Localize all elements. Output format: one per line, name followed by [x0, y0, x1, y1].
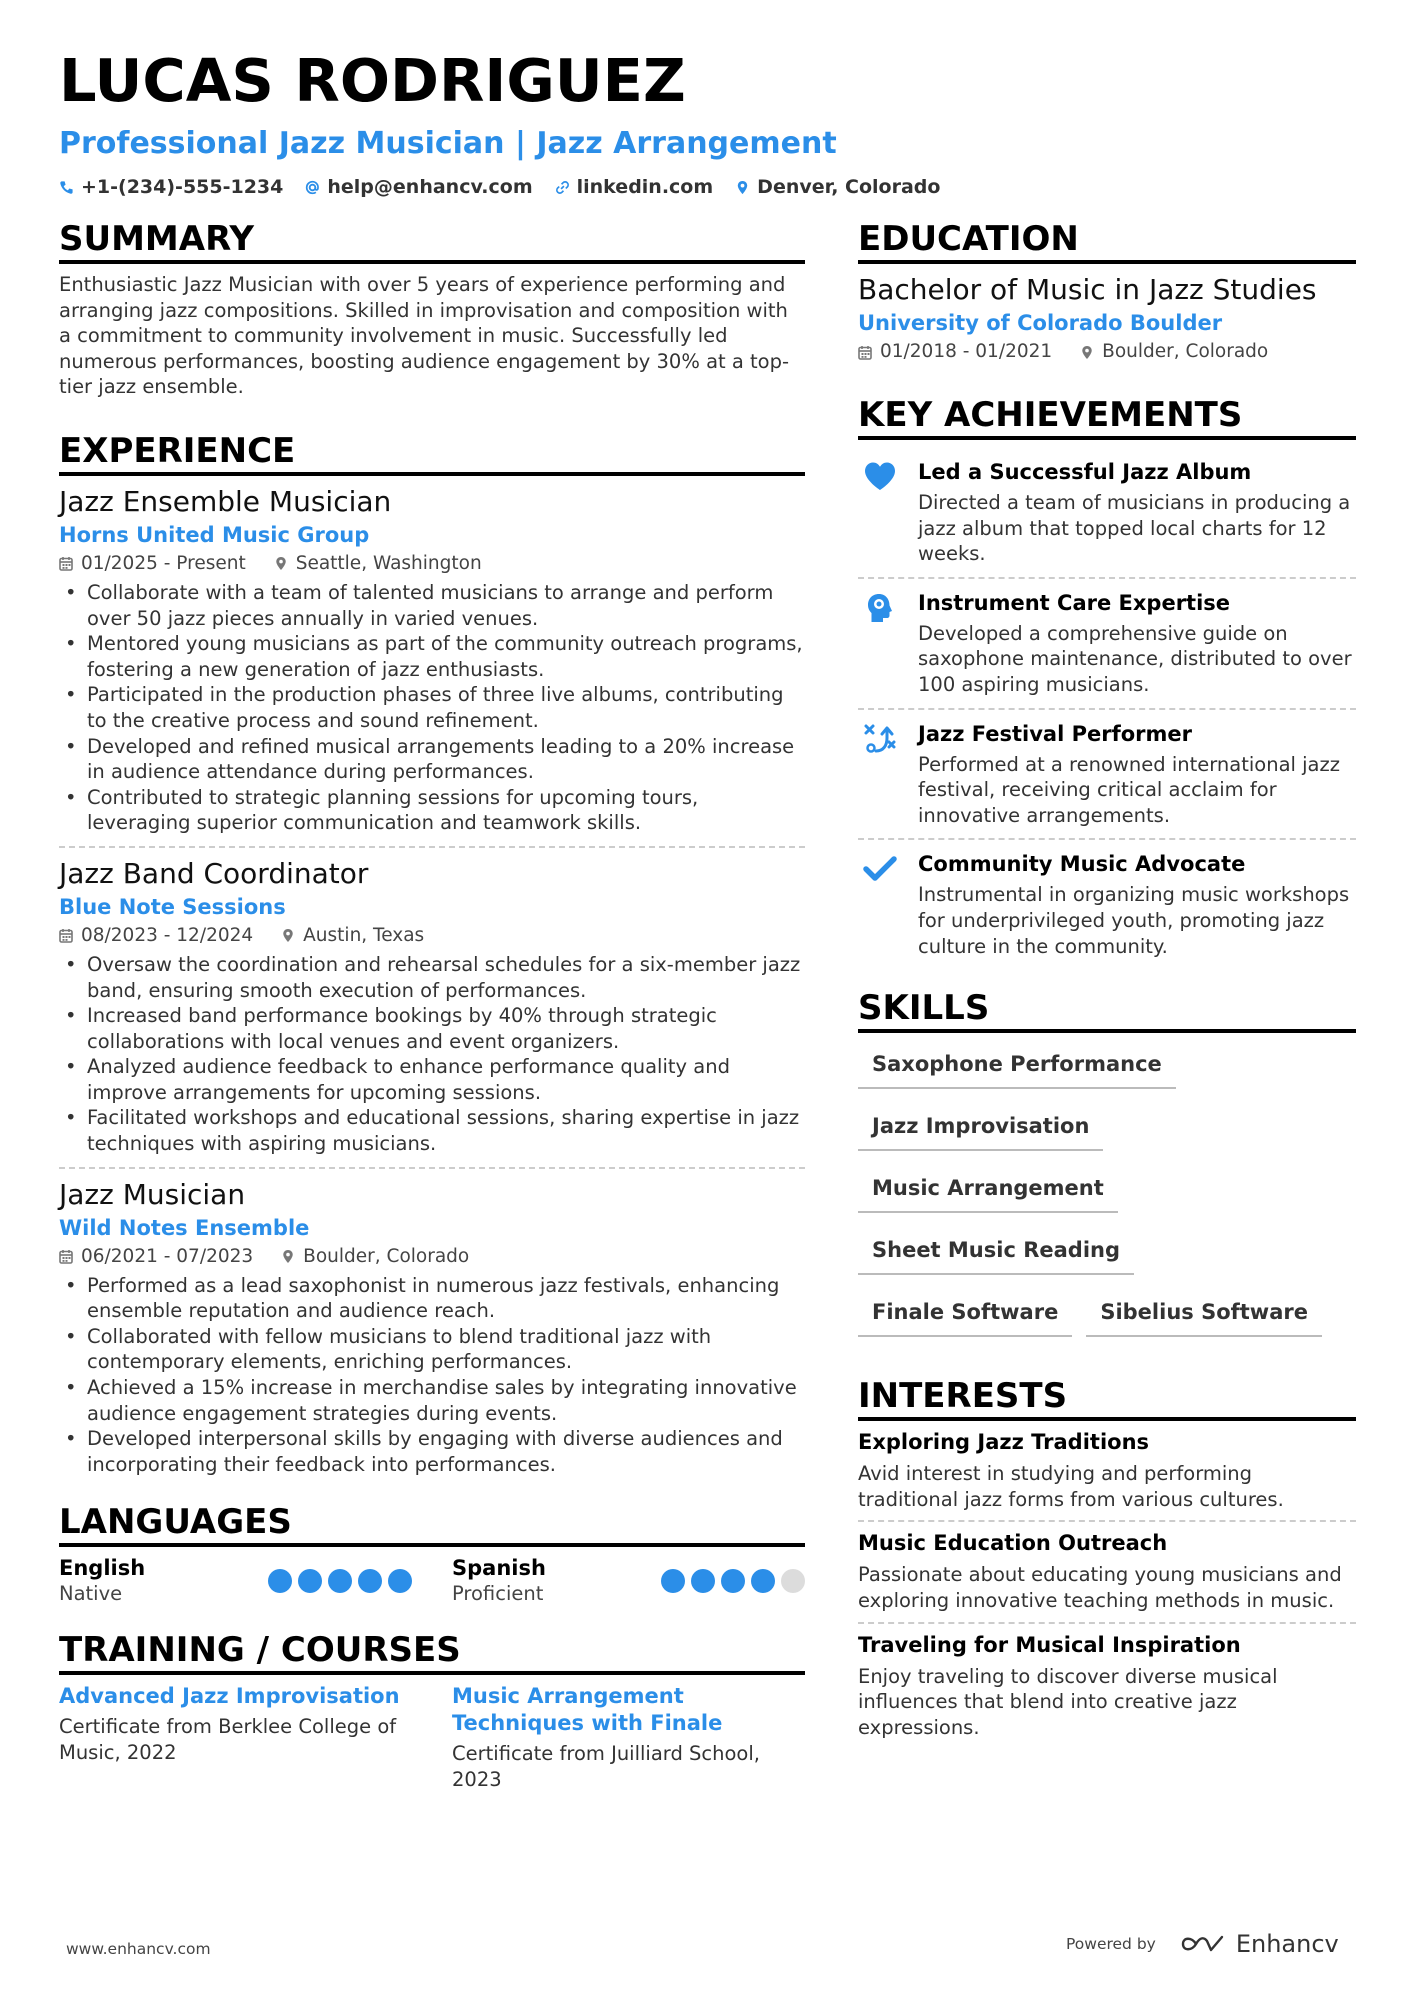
course-desc: Certificate from Berklee College of Music, 2022: [59, 1715, 397, 1765]
bullet-item: • Achieved a 15% increase in merchandise sales by integrating innovative audience engagement strategies during events.: [59, 1375, 805, 1426]
skill-tag: Jazz Improvisation: [858, 1103, 1103, 1151]
powered-by-text: Powered by: [1066, 1935, 1156, 1953]
location-text: Seattle, Washington: [295, 552, 482, 574]
rating-dot-filled: [721, 1569, 745, 1593]
strategy-icon: [863, 722, 897, 756]
education-dates: [858, 338, 1052, 366]
language-level: Proficient: [452, 1582, 544, 1606]
language-item: [452, 1555, 805, 1607]
job-location: [274, 550, 482, 578]
contact-location: [735, 176, 940, 198]
location-text: Boulder, Colorado: [303, 1245, 470, 1267]
calendar-icon: [59, 928, 73, 943]
location-pin-icon: [281, 1249, 295, 1264]
rating-dot-filled: [358, 1569, 382, 1593]
calendar-icon: [59, 556, 73, 571]
skill-tag: Sheet Music Reading: [858, 1227, 1134, 1275]
achievement-title: Led a Successful Jazz Album: [918, 460, 1252, 484]
brand-name: Enhancv: [1235, 1930, 1339, 1958]
bullet-item: • Contributed to strategic planning sessions for upcoming tours, leveraging superior communication and teamwork skills.: [59, 785, 805, 836]
skills-section: [858, 987, 1356, 1337]
achievement-desc: Directed a team of musicians in producing a jazz album that topped local charts for 12 weeks.: [918, 491, 1351, 566]
bullet-item: • Performed as a lead saxophonist in numerous jazz festivals, enhancing ensemble reputation and audience reach.: [59, 1273, 805, 1324]
interest-title: Traveling for Musical Inspiration: [858, 1632, 1241, 1657]
linkedin-text: linkedin.com: [576, 176, 714, 198]
interests-section: [858, 1375, 1356, 1748]
dates-text: 01/2018 - 01/2021: [880, 341, 1053, 362]
summary-heading: SUMMARY: [59, 218, 805, 264]
interest-title: Exploring Jazz Traditions: [858, 1430, 1150, 1455]
job-meta: [59, 550, 805, 578]
achievement-item: [858, 708, 1356, 839]
interest-desc: Passionate about educating young musicians and exploring innovative teaching methods in music.: [858, 1563, 1342, 1612]
email-text: help@enhancv.com: [327, 176, 533, 198]
dates-text: 08/2023 - 12/2024: [81, 924, 254, 946]
rating-dot-filled: [661, 1569, 685, 1593]
calendar-icon: [858, 345, 872, 360]
rating-dot-filled: [328, 1569, 352, 1593]
location-pin-icon: [735, 180, 750, 195]
job-location: [281, 1243, 469, 1271]
company-name: Wild Notes Ensemble: [59, 1215, 310, 1240]
skill-tag: Music Arrangement: [858, 1165, 1118, 1213]
experience-section: [59, 430, 805, 1487]
bullet-item: • Participated in the production phases of three live albums, contributing to the creative process and sound refinement.: [59, 682, 805, 733]
course-item: [452, 1683, 805, 1793]
location-text: Denver, Colorado: [757, 176, 941, 198]
skills-list: [858, 1041, 1356, 1337]
experience-heading: EXPERIENCE: [59, 430, 805, 476]
languages-list: [59, 1555, 805, 1607]
company-name: Blue Note Sessions: [59, 894, 286, 919]
languages-heading: LANGUAGES: [59, 1501, 805, 1547]
skill-tag: Finale Software: [858, 1289, 1072, 1337]
summary-text: Enthusiastic Jazz Musician with over 5 years of experience performing and arranging jazz compositions. Skilled in improvisation and composition with a commitment to community involvement in music. Successfully led numerous performances, boosting audience engagement by 30% at a top-tier jazz ensemble.: [59, 273, 790, 399]
dates-text: 01/2025 - Present: [81, 552, 246, 574]
job-dates: [59, 922, 253, 950]
footer-brand: [1066, 1930, 1339, 1958]
location-text: Austin, Texas: [303, 924, 425, 946]
contact-phone[interactable]: [59, 176, 283, 198]
job-location: [281, 922, 424, 950]
job-bullets: [59, 1273, 805, 1478]
brand-logo[interactable]: [1180, 1930, 1339, 1958]
education-meta: [858, 338, 1356, 366]
job-dates: [59, 1243, 253, 1271]
education-section: [858, 218, 1356, 366]
bullet-item: • Collaborate with a team of talented musicians to arrange and perform over 50 jazz pieces annually in varied venues.: [59, 580, 805, 631]
bullet-item: • Developed interpersonal skills by engaging with diverse audiences and incorporating their feedback into performances.: [59, 1426, 805, 1477]
job-meta: [59, 1243, 805, 1271]
rating-dot-filled: [268, 1569, 292, 1593]
job-entry: [59, 1167, 805, 1488]
training-section: [59, 1629, 805, 1793]
achievement-title: Instrument Care Expertise: [918, 590, 1231, 615]
bullet-item: • Facilitated workshops and educational sessions, sharing expertise in jazz techniques with aspiring musicians.: [59, 1105, 805, 1156]
rating-dot-filled: [691, 1569, 715, 1593]
rating-dot-empty: [781, 1569, 805, 1593]
headline: Professional Jazz Musician | Jazz Arrangement: [59, 126, 837, 161]
job-entry: [59, 846, 805, 1167]
training-heading: TRAINING / COURSES: [59, 1629, 805, 1675]
achievement-item: [858, 448, 1356, 577]
phone-text: +1-(234)-555-1234: [81, 176, 284, 198]
course-item: [59, 1683, 412, 1793]
achievement-desc: Performed at a renowned international jazz festival, receiving critical acclaim for innovative arrangements.: [918, 752, 1340, 827]
job-entry: [59, 484, 805, 846]
bullet-item: • Analyzed audience feedback to enhance performance quality and improve arrangements for upcoming sessions.: [59, 1054, 805, 1105]
achievement-title: Community Music Advocate: [918, 852, 1246, 877]
left-column: [59, 218, 805, 1793]
job-dates: [59, 550, 246, 578]
achievements-heading: KEY ACHIEVEMENTS: [858, 394, 1356, 440]
language-rating: [268, 1569, 412, 1593]
job-bullets: [59, 580, 805, 836]
language-name: English: [59, 1556, 146, 1581]
resume-header: [59, 46, 1359, 198]
interest-desc: Avid interest in studying and performing traditional jazz forms from various cultures.: [858, 1462, 1284, 1511]
head-icon: [863, 591, 897, 625]
location-pin-icon: [1080, 345, 1094, 360]
job-title: Jazz Musician: [59, 1177, 246, 1211]
enhancv-logo-icon: [1180, 1933, 1226, 1955]
bullet-item: • Increased band performance bookings by 40% through strategic collaborations with local venues and event organizers.: [59, 1003, 805, 1054]
language-rating: [661, 1569, 805, 1593]
location-pin-icon: [281, 928, 295, 943]
rating-dot-filled: [388, 1569, 412, 1593]
interests-heading: INTERESTS: [858, 1375, 1356, 1421]
location-text: Boulder, Colorado: [1102, 341, 1269, 362]
bullet-item: • Oversaw the coordination and rehearsal schedules for a six-member jazz band, ensuring smooth execution of performances.: [59, 952, 805, 1003]
right-column: [858, 218, 1356, 1748]
bullet-item: • Mentored young musicians as part of the community outreach programs, fostering a new generation of jazz enthusiasts.: [59, 631, 805, 682]
courses-list: [59, 1683, 805, 1793]
check-icon: [863, 852, 897, 886]
achievement-item: [858, 838, 1356, 969]
achievement-title: Jazz Festival Performer: [918, 721, 1192, 746]
interest-item: [858, 1622, 1356, 1749]
interest-title: Music Education Outreach: [858, 1531, 1168, 1556]
degree: Bachelor of Music in Jazz Studies: [858, 273, 1317, 306]
school-name: University of Colorado Boulder: [858, 311, 1223, 335]
interest-item: [858, 1429, 1356, 1520]
language-item: [59, 1555, 412, 1607]
skill-tag: Saxophone Performance: [858, 1041, 1176, 1089]
job-title: Jazz Band Coordinator: [59, 856, 369, 890]
contact-linkedin[interactable]: [555, 176, 714, 198]
language-name: Spanish: [452, 1556, 546, 1581]
job-meta: [59, 922, 805, 950]
course-title: Music Arrangement Techniques with Finale: [452, 1684, 723, 1736]
calendar-icon: [59, 1249, 73, 1264]
rating-dot-filled: [298, 1569, 322, 1593]
achievement-desc: Developed a comprehensive guide on saxophone maintenance, distributed to over 100 aspiring musicians.: [918, 621, 1352, 696]
interest-desc: Enjoy traveling to discover diverse musical influences that blend into creative jazz expressions.: [858, 1664, 1278, 1739]
phone-icon: [59, 180, 74, 195]
summary-section: [59, 218, 805, 400]
contact-email[interactable]: [305, 176, 532, 198]
link-icon: [555, 180, 570, 195]
at-icon: [305, 180, 320, 195]
footer-website[interactable]: www.enhancv.com: [66, 1940, 211, 1958]
location-pin-icon: [274, 556, 288, 571]
skills-heading: SKILLS: [858, 987, 1356, 1033]
course-title: Advanced Jazz Improvisation: [59, 1684, 400, 1709]
contact-bar: [59, 176, 1359, 198]
interest-item: [858, 1520, 1356, 1621]
course-desc: Certificate from Juilliard School, 2023: [452, 1742, 760, 1792]
education-heading: EDUCATION: [858, 218, 1356, 264]
skill-tag: Sibelius Software: [1086, 1289, 1322, 1337]
dates-text: 06/2021 - 07/2023: [81, 1245, 254, 1267]
education-location: [1080, 338, 1268, 366]
achievement-item: [858, 577, 1356, 708]
achievement-desc: Instrumental in organizing music workshops for underprivileged youth, promoting jazz culture in the community.: [918, 883, 1350, 958]
rating-dot-filled: [751, 1569, 775, 1593]
languages-section: [59, 1501, 805, 1607]
company-name: Horns United Music Group: [59, 522, 370, 547]
language-level: Native: [59, 1582, 123, 1606]
bullet-item: • Collaborated with fellow musicians to blend traditional jazz with contemporary elements, enriching performances.: [59, 1324, 805, 1375]
job-title: Jazz Ensemble Musician: [59, 484, 392, 518]
heart-icon: [863, 460, 897, 494]
bullet-item: • Developed and refined musical arrangements leading to a 20% increase in audience attendance during performances.: [59, 734, 805, 785]
job-bullets: [59, 952, 805, 1157]
candidate-name: LUCAS RODRIGUEZ: [59, 46, 686, 115]
achievements-section: [858, 394, 1356, 969]
